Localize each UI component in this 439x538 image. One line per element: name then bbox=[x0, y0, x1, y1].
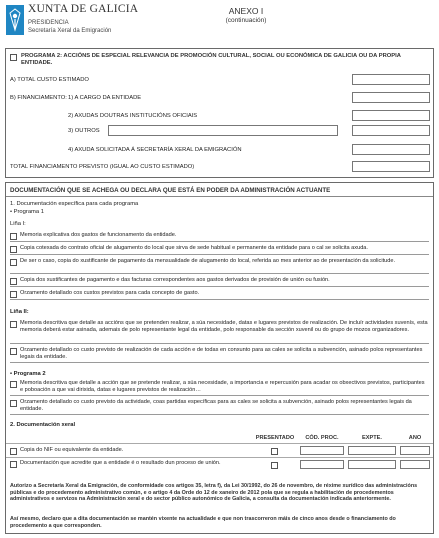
line1-item bbox=[10, 277, 429, 284]
total-financing-label: TOTAL FINANCIAMENTO PREVISTO (IGUAL AO CUSTO ESTIMADO) bbox=[10, 164, 195, 170]
year-field[interactable] bbox=[400, 460, 430, 469]
declaration-text: Así mesmo, declaro que a dita documentación se mantén vixente na actualidade e que non trascorreron máis de cinco anos desde o financiamento do procedemento a que corresponden. bbox=[10, 516, 396, 529]
row-divider bbox=[10, 343, 429, 344]
table-header-divider bbox=[6, 443, 433, 444]
financing-3-label: 3) OUTROS bbox=[68, 128, 100, 134]
line2-item-checkbox[interactable] bbox=[10, 348, 17, 355]
line1-item bbox=[10, 232, 429, 239]
programme-2-checkbox[interactable] bbox=[10, 54, 17, 61]
column-header-proc-code: CÓD. PROC. bbox=[305, 435, 339, 441]
financing-4-label: 4) AXUDA SOLICITADA Á SECRETARÍA XERAL DA EMIGRACIÓN bbox=[68, 147, 242, 153]
programme-2-section bbox=[5, 48, 434, 178]
general-doc-checkbox[interactable] bbox=[10, 448, 17, 455]
row-divider bbox=[10, 414, 429, 415]
documentation-heading: DOCUMENTACIÓN QUE SE ACHEGA OU DECLARA QUE ESTÁ EN PODER DA ADMINISTRACIÓN ACTUANTE bbox=[10, 187, 331, 194]
column-header-file: EXPTE. bbox=[362, 435, 382, 441]
line1-item-text: Memoria explicativa dos gastos de funcionamento da entidade. bbox=[20, 232, 177, 238]
programme-2-title: PROGRAMA 2: ACCIÓNS DE ESPECIAL RELEVANCIA DE PROMOCIÓN CULTURAL, SOCIAL OU ECONÓMICA DE GALICIA OU DA PROPIA ENTIDADE. bbox=[21, 53, 401, 66]
programme2-item-text: Memoria descritiva que detalle a acción que se pretende realizar, a súa necesidade, a importancia e repercusión para acadar os obxectivos previstos, participantes e poboación a que vai dirixida, datas e lugares previstos de realización… bbox=[20, 380, 425, 393]
row-divider bbox=[10, 273, 429, 274]
document-header bbox=[6, 4, 434, 44]
annex-label bbox=[206, 6, 286, 24]
line1-item-checkbox[interactable] bbox=[10, 246, 17, 253]
general-doc-item bbox=[10, 460, 250, 467]
line1-item-checkbox[interactable] bbox=[10, 291, 17, 298]
heading-divider bbox=[6, 196, 433, 197]
general-doc-text: Documentación que acredite que a entidade é o resultado dun proceso de unión. bbox=[20, 460, 221, 466]
general-doc-checkbox[interactable] bbox=[10, 461, 17, 468]
line1-item-text: De ser o caso, copia do xustificante de pagamento da mensualidade de alugamento do local, referida ao mes anterior ao de presentación da solicitude. bbox=[20, 258, 396, 264]
xunta-logo-icon bbox=[6, 5, 24, 35]
programme2-item bbox=[10, 380, 429, 394]
programme-2-title-row bbox=[10, 53, 430, 67]
row-divider bbox=[10, 286, 429, 287]
general-doc-text: Copia do NIF ou equivalente da entidade. bbox=[20, 447, 124, 453]
total-cost-field[interactable] bbox=[352, 74, 430, 85]
financing-4-field[interactable] bbox=[352, 144, 430, 155]
column-header-presented: PRESENTADO bbox=[255, 435, 295, 441]
financing-2-field[interactable] bbox=[352, 110, 430, 121]
line1-item-text: Orzamento detallado cos custos previstos para cada concepto de gasto. bbox=[20, 290, 200, 296]
line1-item bbox=[10, 290, 429, 297]
line2-item-text: Memoria descritiva que detalle as accións que se pretenden realizar, a súa necesidade, datas e lugares previstos de realización. De incluír actividades xuvenís, esta memoria deberá estar asinada, ademais de polo representante legal da entidade, polo responsable da sección xuvenil ou do grupo de mozos organizadores. bbox=[20, 320, 428, 333]
financing-3-field[interactable] bbox=[352, 125, 430, 136]
column-header-year: ANO bbox=[408, 435, 422, 441]
line1-item-checkbox[interactable] bbox=[10, 278, 17, 285]
line1-item-checkbox[interactable] bbox=[10, 233, 17, 240]
line-2-label: Liña II: bbox=[10, 309, 29, 315]
financing-label: B) FINANCIAMENTO: bbox=[10, 95, 67, 101]
line2-item-checkbox[interactable] bbox=[10, 321, 17, 328]
proc-code-field[interactable] bbox=[300, 460, 344, 469]
proc-code-field[interactable] bbox=[300, 446, 344, 455]
financing-3-description-field[interactable] bbox=[108, 125, 338, 136]
row-divider bbox=[10, 254, 429, 255]
presented-checkbox[interactable] bbox=[271, 448, 278, 455]
line2-item bbox=[10, 320, 429, 334]
department-name: PRESIDENCIA bbox=[28, 19, 69, 26]
line1-item bbox=[10, 245, 429, 252]
general-doc-item bbox=[10, 447, 250, 454]
file-field[interactable] bbox=[348, 446, 396, 455]
programme2-item-checkbox[interactable] bbox=[10, 400, 17, 407]
row-divider bbox=[10, 241, 429, 242]
office-name: Secretaría Xeral da Emigración bbox=[28, 27, 112, 34]
total-cost-label: A) TOTAL CUSTO ESTIMADO bbox=[10, 77, 89, 83]
brand-block bbox=[28, 4, 138, 34]
general-docs-table bbox=[6, 433, 433, 479]
row-divider bbox=[10, 299, 429, 300]
row-divider bbox=[6, 457, 433, 458]
annex-subtitle: (continuación) bbox=[225, 17, 267, 24]
line1-item-text: Copia cotexada do contrato oficial de alugamento do local que sirva de sede habitual e permanente da entidade para o cal se solicita axuda. bbox=[20, 245, 368, 251]
financing-1-label: 1) A CARGO DA ENTIDADE bbox=[68, 95, 142, 101]
line2-item-text: Orzamento detallado co custo previsto de realización de cada acción e de todas en conxunto para as cales se solicita a subvención, asinado polos representantes legais da entidade. bbox=[20, 347, 423, 360]
total-financing-field[interactable] bbox=[352, 161, 430, 172]
row-divider bbox=[10, 395, 429, 396]
programme-2-doc-label: • Programa 2 bbox=[10, 371, 46, 377]
presented-checkbox[interactable] bbox=[271, 462, 278, 469]
section-1-title: 1. Documentación específica para cada programa bbox=[10, 201, 139, 207]
authorization-text: Autorizo a Secretaría Xeral da Emigración, de conformidade cos artigos 35, letra f), da Lei 30/1992, do 26 de novembro, de réxime xurídico das administracións públicas e do procedemento administrativo común, e o artigo 4 da Orde do 12 de xaneiro de 2012 pola que se regula a habilitación de procedementos administrativos e servizos na Administración xeral e do sector público autonómico de Galicia, a consulta da documentación indicada anteriormente. bbox=[10, 483, 418, 503]
line1-item bbox=[10, 258, 429, 265]
line2-item bbox=[10, 347, 429, 361]
financing-2-label: 2) AXUDAS DOUTRAS INSTITUCIÓNS OFICIAIS bbox=[68, 113, 198, 119]
year-field[interactable] bbox=[400, 446, 430, 455]
programme2-item bbox=[10, 399, 429, 413]
section-2-title: 2. Documentación xeral bbox=[10, 422, 76, 428]
brand-name: XUNTA DE GALICIA bbox=[28, 3, 139, 15]
programme2-item-text: Orzamento detallado co custo previsto da actividade, coas partidas específicas para as cales se solicita a subvención, asinado polos representantes legais da entidade. bbox=[20, 399, 412, 412]
line-1-label: Liña I: bbox=[10, 221, 26, 227]
file-field[interactable] bbox=[348, 460, 396, 469]
annex-title: ANEXO I bbox=[228, 6, 264, 16]
documentation-section bbox=[5, 182, 434, 534]
programme-1-label: • Programa 1 bbox=[10, 209, 44, 215]
line1-item-checkbox[interactable] bbox=[10, 259, 17, 266]
programme2-item-checkbox[interactable] bbox=[10, 381, 17, 388]
financing-1-field[interactable] bbox=[352, 92, 430, 103]
line1-item-text: Copia dos xustificantes de pagamento e das facturas correspondentes aos gastos derivados de provisión de unión ou fusión. bbox=[20, 277, 330, 283]
row-divider bbox=[10, 362, 429, 363]
